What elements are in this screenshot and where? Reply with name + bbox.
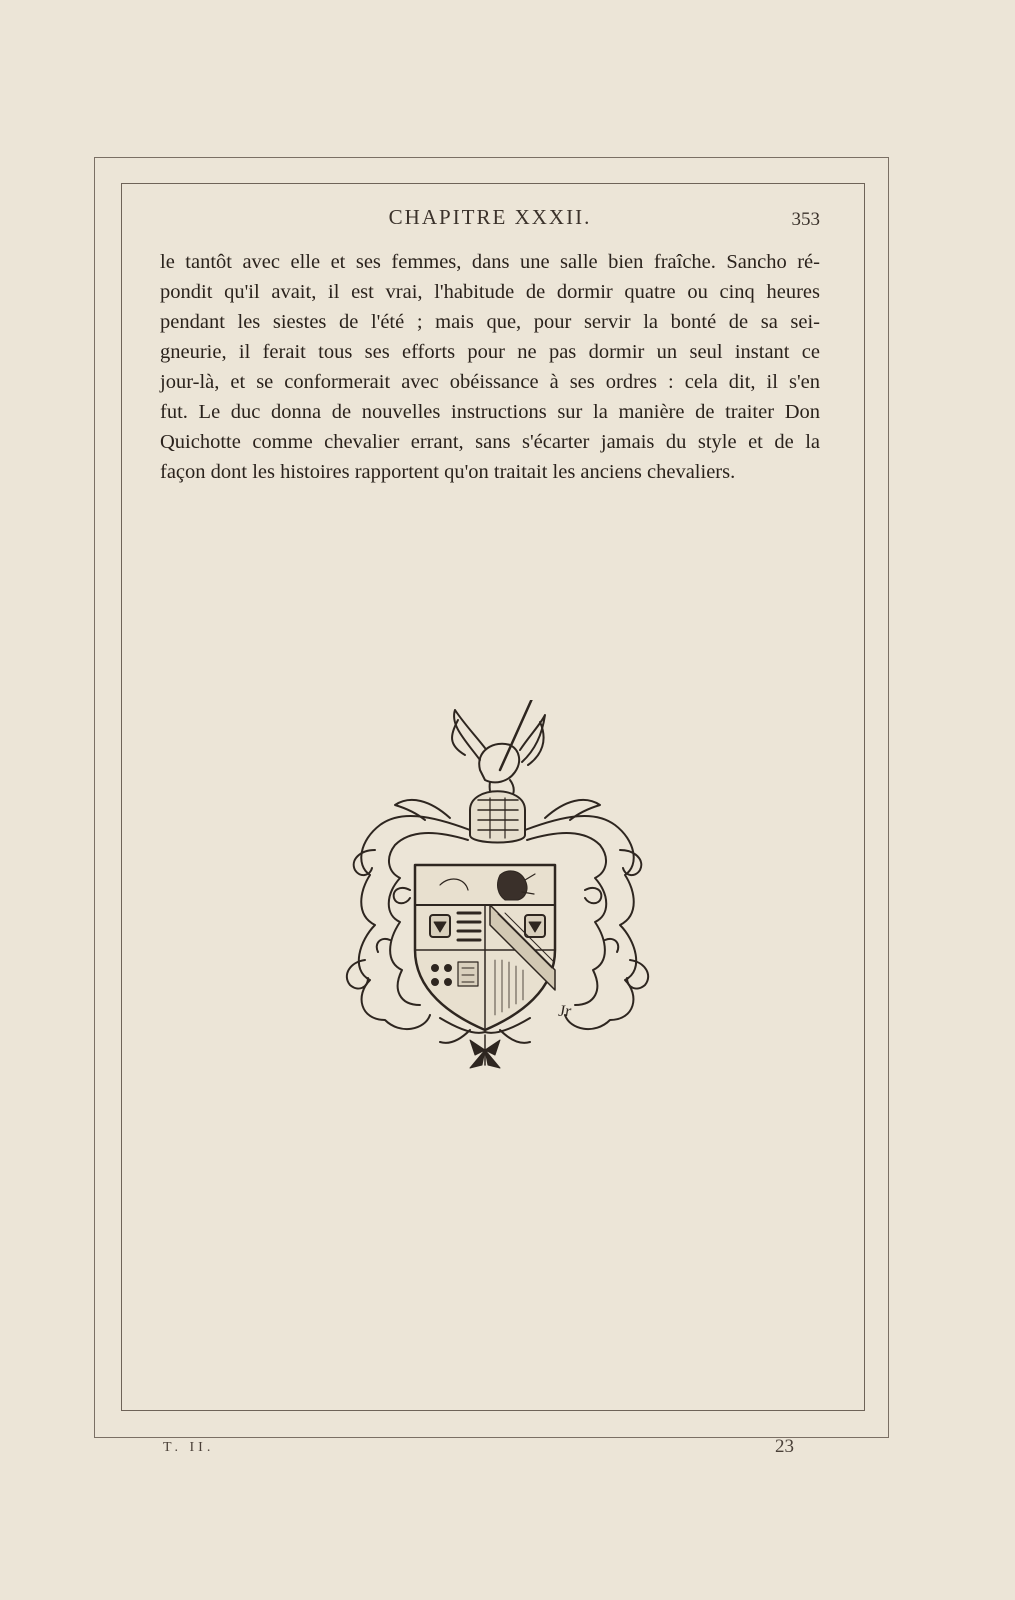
text-line: pendant les siestes de l'été ; mais que, pour servir la bonté de sa sei- bbox=[160, 311, 820, 333]
text-line: pondit qu'il avait, il est vrai, l'habitude de dormir quatre ou cinq heures bbox=[160, 281, 820, 303]
volume-label: T. II. bbox=[163, 1440, 215, 1455]
running-head bbox=[160, 205, 820, 239]
chapter-title: CHAPITRE XXXII. bbox=[388, 205, 592, 229]
engraver-signature: Jr bbox=[558, 1003, 572, 1020]
text-line: le tantôt avec elle et ses femmes, dans une salle bien fraîche. Sancho ré- bbox=[160, 251, 820, 273]
body-text bbox=[160, 247, 820, 487]
signature-mark: 23 bbox=[775, 1436, 794, 1457]
coat-of-arms-icon bbox=[330, 700, 650, 1100]
text-line: jour-là, et se conformerait avec obéissance à ses ordres : cela dit, il s'en bbox=[160, 371, 820, 393]
coat-of-arms-illustration bbox=[330, 700, 650, 1100]
text-line: gneurie, il ferait tous ses efforts pour ne pas dormir un seul instant ce bbox=[160, 341, 820, 363]
text-line: Quichotte comme chevalier errant, sans s'écarter jamais du style et de la bbox=[160, 431, 820, 453]
text-line: fut. Le duc donna de nouvelles instructions sur la manière de traiter Don bbox=[160, 401, 820, 423]
text-line: façon dont les histoires rapportent qu'on traitait les anciens chevaliers. bbox=[160, 461, 736, 483]
page-number: 353 bbox=[791, 209, 820, 230]
